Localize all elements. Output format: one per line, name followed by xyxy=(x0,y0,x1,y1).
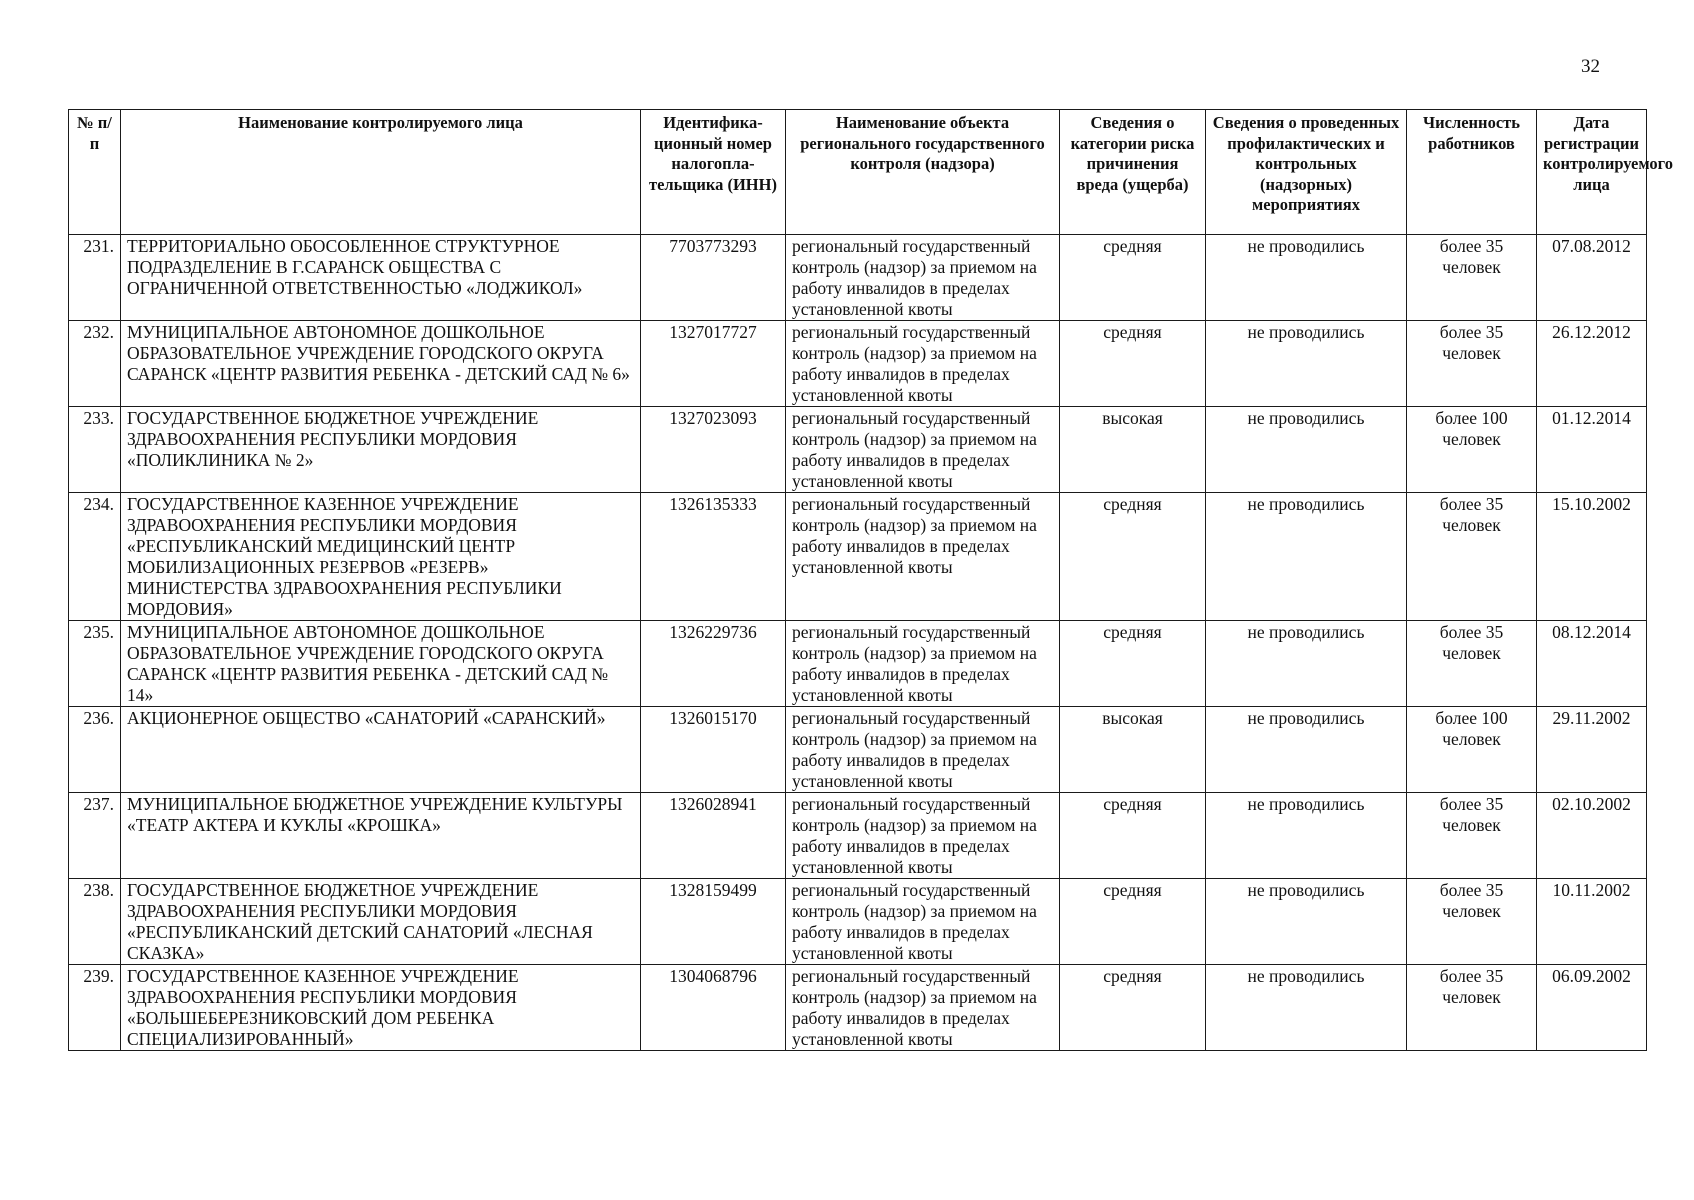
risk-category: средняя xyxy=(1060,493,1206,621)
registry-table xyxy=(68,109,1673,1051)
header-row xyxy=(69,110,1647,235)
entity-name: ТЕРРИТОРИАЛЬНО ОБОСОБЛЕННОЕ СТРУКТУРНОЕ ПОДРАЗДЕЛЕНИЕ В Г.САРАНСК ОБЩЕСТВА С ОГРАНИЧЕННОЙ ОТВЕТСТВЕННОСТЬЮ «ЛОДЖИКОЛ» xyxy=(121,235,641,321)
table-row xyxy=(69,879,1647,965)
table-row xyxy=(69,621,1647,707)
header-risk: Сведения о категории риска причинения вреда (ущерба) xyxy=(1060,110,1206,235)
entity-name: ГОСУДАРСТВЕННОЕ КАЗЕННОЕ УЧРЕЖДЕНИЕ ЗДРАВООХРАНЕНИЯ РЕСПУБЛИКИ МОРДОВИЯ «РЕСПУБЛИКАНСКИЙ МЕДИЦИНСКИЙ ЦЕНТР МОБИЛИЗАЦИОННЫХ РЕЗЕРВОВ «РЕЗЕРВ» МИНИСТЕРСТВА ЗДРАВООХРАНЕНИЯ РЕСПУБЛИКИ МОРДОВИЯ» xyxy=(121,493,641,621)
risk-category: средняя xyxy=(1060,965,1206,1051)
row-number: 235. xyxy=(69,621,121,707)
row-number: 239. xyxy=(69,965,121,1051)
risk-category: средняя xyxy=(1060,879,1206,965)
staff-count: более 35 человек xyxy=(1407,621,1537,707)
registration-date: 10.11.2002 xyxy=(1537,879,1647,965)
registration-date: 08.12.2014 xyxy=(1537,621,1647,707)
prevention-info: не проводились xyxy=(1206,493,1407,621)
prevention-info: не проводились xyxy=(1206,879,1407,965)
row-number: 236. xyxy=(69,707,121,793)
registration-date: 06.09.2002 xyxy=(1537,965,1647,1051)
control-object: региональный государственный контроль (надзор) за приемом на работу инвалидов в пределах установленной квоты xyxy=(786,621,1060,707)
staff-count: более 35 человек xyxy=(1407,793,1537,879)
prevention-info: не проводились xyxy=(1206,321,1407,407)
header-num: № п/п xyxy=(69,110,121,235)
control-object: региональный государственный контроль (надзор) за приемом на работу инвалидов в пределах установленной квоты xyxy=(786,493,1060,621)
staff-count: более 35 человек xyxy=(1407,321,1537,407)
prevention-info: не проводились xyxy=(1206,707,1407,793)
risk-category: средняя xyxy=(1060,235,1206,321)
row-number: 237. xyxy=(69,793,121,879)
table-row xyxy=(69,407,1647,493)
risk-category: высокая xyxy=(1060,407,1206,493)
row-number: 238. xyxy=(69,879,121,965)
page-number: 32 xyxy=(1581,56,1600,77)
header-prevention: Сведения о проведенных профилактических и контрольных (надзорных) мероприятиях xyxy=(1206,110,1407,235)
prevention-info: не проводились xyxy=(1206,407,1407,493)
header-name: Наименование контролируемого лица xyxy=(121,110,641,235)
staff-count: более 35 человек xyxy=(1407,965,1537,1051)
risk-category: высокая xyxy=(1060,707,1206,793)
row-number: 233. xyxy=(69,407,121,493)
staff-count: более 35 человек xyxy=(1407,879,1537,965)
header-inn: Идентифика-ционный номер налогопла-тельщика (ИНН) xyxy=(641,110,786,235)
staff-count: более 35 человек xyxy=(1407,235,1537,321)
table-header xyxy=(69,110,1673,235)
entity-inn: 1327017727 xyxy=(641,321,786,407)
control-object: региональный государственный контроль (надзор) за приемом на работу инвалидов в пределах установленной квоты xyxy=(786,407,1060,493)
staff-count: более 100 человек xyxy=(1407,407,1537,493)
header-date: Дата регистрации контролируемого лица xyxy=(1537,110,1647,235)
table-row xyxy=(69,707,1647,793)
header-object: Наименование объекта регионального государственного контроля (надзора) xyxy=(786,110,1060,235)
prevention-info: не проводились xyxy=(1206,235,1407,321)
control-object: региональный государственный контроль (надзор) за приемом на работу инвалидов в пределах установленной квоты xyxy=(786,235,1060,321)
table-row xyxy=(69,493,1647,621)
entity-name: ГОСУДАРСТВЕННОЕ КАЗЕННОЕ УЧРЕЖДЕНИЕ ЗДРАВООХРАНЕНИЯ РЕСПУБЛИКИ МОРДОВИЯ «БОЛЬШЕБЕРЕЗНИКОВСКИЙ ДОМ РЕБЕНКА СПЕЦИАЛИЗИРОВАННЫЙ» xyxy=(121,965,641,1051)
entity-inn: 1326028941 xyxy=(641,793,786,879)
control-object: региональный государственный контроль (надзор) за приемом на работу инвалидов в пределах установленной квоты xyxy=(786,321,1060,407)
prevention-info: не проводились xyxy=(1206,621,1407,707)
entity-inn: 1326229736 xyxy=(641,621,786,707)
entity-inn: 1304068796 xyxy=(641,965,786,1051)
registration-date: 02.10.2002 xyxy=(1537,793,1647,879)
row-number: 232. xyxy=(69,321,121,407)
control-object: региональный государственный контроль (надзор) за приемом на работу инвалидов в пределах установленной квоты xyxy=(786,793,1060,879)
control-object: региональный государственный контроль (надзор) за приемом на работу инвалидов в пределах установленной квоты xyxy=(786,707,1060,793)
row-number: 231. xyxy=(69,235,121,321)
table-body xyxy=(69,235,1647,1051)
entity-name: ГОСУДАРСТВЕННОЕ БЮДЖЕТНОЕ УЧРЕЖДЕНИЕ ЗДРАВООХРАНЕНИЯ РЕСПУБЛИКИ МОРДОВИЯ «РЕСПУБЛИКАНСКИЙ ДЕТСКИЙ САНАТОРИЙ «ЛЕСНАЯ СКАЗКА» xyxy=(121,879,641,965)
entity-name: МУНИЦИПАЛЬНОЕ БЮДЖЕТНОЕ УЧРЕЖДЕНИЕ КУЛЬТУРЫ «ТЕАТР АКТЕРА И КУКЛЫ «КРОШКА» xyxy=(121,793,641,879)
staff-count: более 100 человек xyxy=(1407,707,1537,793)
entity-name: МУНИЦИПАЛЬНОЕ АВТОНОМНОЕ ДОШКОЛЬНОЕ ОБРАЗОВАТЕЛЬНОЕ УЧРЕЖДЕНИЕ ГОРОДСКОГО ОКРУГА САРАНСК «ЦЕНТР РАЗВИТИЯ РЕБЕНКА - ДЕТСКИЙ САД № 14» xyxy=(121,621,641,707)
risk-category: средняя xyxy=(1060,793,1206,879)
entity-name: АКЦИОНЕРНОЕ ОБЩЕСТВО «САНАТОРИЙ «САРАНСКИЙ» xyxy=(121,707,641,793)
entity-name: МУНИЦИПАЛЬНОЕ АВТОНОМНОЕ ДОШКОЛЬНОЕ ОБРАЗОВАТЕЛЬНОЕ УЧРЕЖДЕНИЕ ГОРОДСКОГО ОКРУГА САРАНСК «ЦЕНТР РАЗВИТИЯ РЕБЕНКА - ДЕТСКИЙ САД № 6» xyxy=(121,321,641,407)
prevention-info: не проводились xyxy=(1206,965,1407,1051)
entity-name: ГОСУДАРСТВЕННОЕ БЮДЖЕТНОЕ УЧРЕЖДЕНИЕ ЗДРАВООХРАНЕНИЯ РЕСПУБЛИКИ МОРДОВИЯ «ПОЛИКЛИНИКА № 2» xyxy=(121,407,641,493)
risk-category: средняя xyxy=(1060,621,1206,707)
table-row xyxy=(69,235,1647,321)
staff-count: более 35 человек xyxy=(1407,493,1537,621)
table-row xyxy=(69,793,1647,879)
entity-inn: 1326135333 xyxy=(641,493,786,621)
entity-inn: 7703773293 xyxy=(641,235,786,321)
registration-date: 01.12.2014 xyxy=(1537,407,1647,493)
control-object: региональный государственный контроль (надзор) за приемом на работу инвалидов в пределах установленной квоты xyxy=(786,879,1060,965)
control-object: региональный государственный контроль (надзор) за приемом на работу инвалидов в пределах установленной квоты xyxy=(786,965,1060,1051)
registration-date: 29.11.2002 xyxy=(1537,707,1647,793)
risk-category: средняя xyxy=(1060,321,1206,407)
table-row xyxy=(69,321,1647,407)
table-row xyxy=(69,965,1647,1051)
entity-inn: 1327023093 xyxy=(641,407,786,493)
entity-inn: 1328159499 xyxy=(641,879,786,965)
entity-inn: 1326015170 xyxy=(641,707,786,793)
registration-date: 07.08.2012 xyxy=(1537,235,1647,321)
registration-date: 15.10.2002 xyxy=(1537,493,1647,621)
registration-date: 26.12.2012 xyxy=(1537,321,1647,407)
header-staff: Численность работников xyxy=(1407,110,1537,235)
row-number: 234. xyxy=(69,493,121,621)
prevention-info: не проводились xyxy=(1206,793,1407,879)
